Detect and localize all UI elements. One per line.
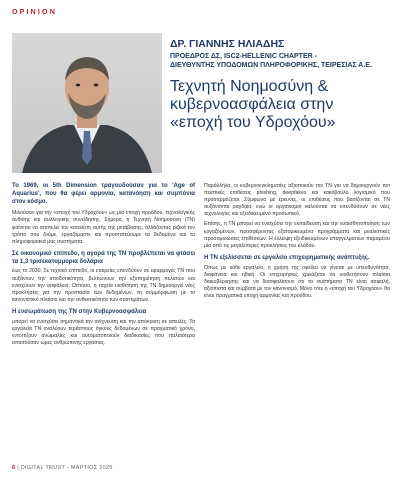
page-number: 6 [12, 465, 16, 471]
body-paragraph: Παράλληλα, οι κυβερνοεγκληματίες αξιοποιούν την ΤΝ για να δημιουργούν πιο πειστικές επιθέσεις phishing, deepfakes και κακόβουλο λογισμικό που προσαρμόζεται. Σύμφωνα με έρευνες, οι επιθέσεις που βασίζονται σε ΤΝ αυξάνονται ραγδαία, ενώ οι οργανισμοί καλούνται να επενδύσουν σε νέες τεχνολογίες και εξειδικευμένο προσωπικό. [204, 183, 390, 218]
author-photo [12, 33, 162, 173]
author-role [170, 52, 392, 70]
headline-line-1: Τεχνητή Νοημοσύνη & [170, 78, 329, 95]
subheading: Η ΤΝ εξελίσσεται σε εργαλείο επιχειρηματικής ανάπτυξης. [204, 254, 370, 261]
headline-line-3: «εποχή του Υδροχόου» [170, 114, 336, 131]
headline-line-2: κυβερνοασφάλεια στην [170, 96, 334, 113]
right-column [204, 183, 390, 303]
body-paragraph: Όπως με κάθε εργαλείο, η χρήση της οφείλει να γίνεται με υπευθυνότητα, διαφάνεια και ηθική. Οι επιχειρήσεις χρειάζεται να υιοθετήσουν πλαίσια διακυβέρνησης και να διασφαλίσουν ότι τα συστήματα ΤΝ είναι ασφαλή, αξιόπιστα και συμβατά με τον κανονισμό. Μόνο τότε η «εποχή του Υδροχόου» θα είναι πραγματικά εποχή αρμονίας και προόδου. [204, 264, 390, 300]
author-name: ΔΡ. ΓΙΑΝΝΗΣ ΗΛΙΑΔΗΣ [170, 38, 285, 50]
author-role-line-2: ΔΙΕΥΘΥΝΤΗΣ ΥΠΟΔΟΜΩΝ ΠΛΗΡΟΦΟΡΙΚΗΣ, ΤΕΙΡΕΣΙΑΣ Α.Ε. [170, 62, 372, 69]
body-paragraph: έως το 2030. Σε τεχνικό επίπεδο, οι εταιρείες επενδύουν σε εφαρμογές ΤΝ που αυξάνουν την αποδοτικότητα, βελτιώνουν την εξυπηρέτηση πελατών και ενισχύουν την ασφάλεια. Ωστόσο, η ταχεία υιοθέτηση της ΤΝ δημιουργεί νέες προκλήσεις για την προστασία των δεδομένων, τη συμμόρφωση με το κανονιστικό πλαίσιο και την ανθεκτικότητα των συστημάτων. [12, 268, 195, 303]
lead-paragraph: Το 1969, οι 5th Dimension τραγουδούσαν για το 'Age of Aquarius', που θα φέρει αρμονία, κατανόηση και συμπόνια στον κόσμο. [12, 183, 195, 205]
body-paragraph: μπορεί να ενισχύσει σημαντικά την ανίχνευση και την απόκριση σε απειλές. Τα εργαλεία ΤΝ αναλύουν τεράστιους όγκους δεδομένων σε πραγματικό χρόνο, εντοπίζουν ανωμαλίες και αυτοματοποιούν διαδικασίες που παλαιότερα απαιτούσαν ώρες ανθρώπινης εργασίας. [12, 318, 195, 346]
page-footer [12, 465, 113, 471]
publication-name: | DIGITAL TRUST - ΜΑΡΤΙΟΣ 2025 [17, 465, 113, 471]
section-label: OPINION [12, 9, 57, 16]
subheading: Η ενσωμάτωση της ΤΝ στην Κυβερνοασφάλεια [12, 308, 147, 315]
article-headline [170, 78, 392, 132]
body-paragraph: Επίσης, η ΤΝ μπορεί να ενισχύσει την εκπαίδευση και την ευαισθητοποίηση των εργαζομένων, προσφέροντας εξατομικευμένα προγράμματα και ρεαλιστικές προσομοιώσεις επιθέσεων. Η έλλειψη εξειδικευμένων επαγγελματιών παραμένει μία από τις μεγαλύτερες προκλήσεις του κλάδου. [204, 221, 390, 249]
author-role-line-1: ΠΡΟΕΔΡΟΣ ΔΣ, ISC2-HELLENIC CHAPTER - [170, 53, 317, 60]
left-column [12, 183, 195, 350]
body-paragraph: Μιλούσαν για την «εποχή του Υδροχόου» ως μια εποχή προόδου, τεχνολογικής άνθισης και συλλογικής συνείδησης. Σήμερα, η Τεχνητή Νοημοσύνη (ΤΝ) φαίνεται να αποτελεί τον καταλύτη αυτής της μετάβασης, αλλάζοντας ριζικά τον τρόπο που ζούμε, εργαζόμαστε και προστατεύουμε τα δεδομένα και τα πληροφοριακά μας συστήματα. [12, 210, 195, 245]
subheading: Σε οικονομικό επίπεδο, η αγορά της ΤΝ προβλέπεται να φτάσει τα 1,3 τρισεκατομμύρια δολάρια [12, 250, 195, 265]
